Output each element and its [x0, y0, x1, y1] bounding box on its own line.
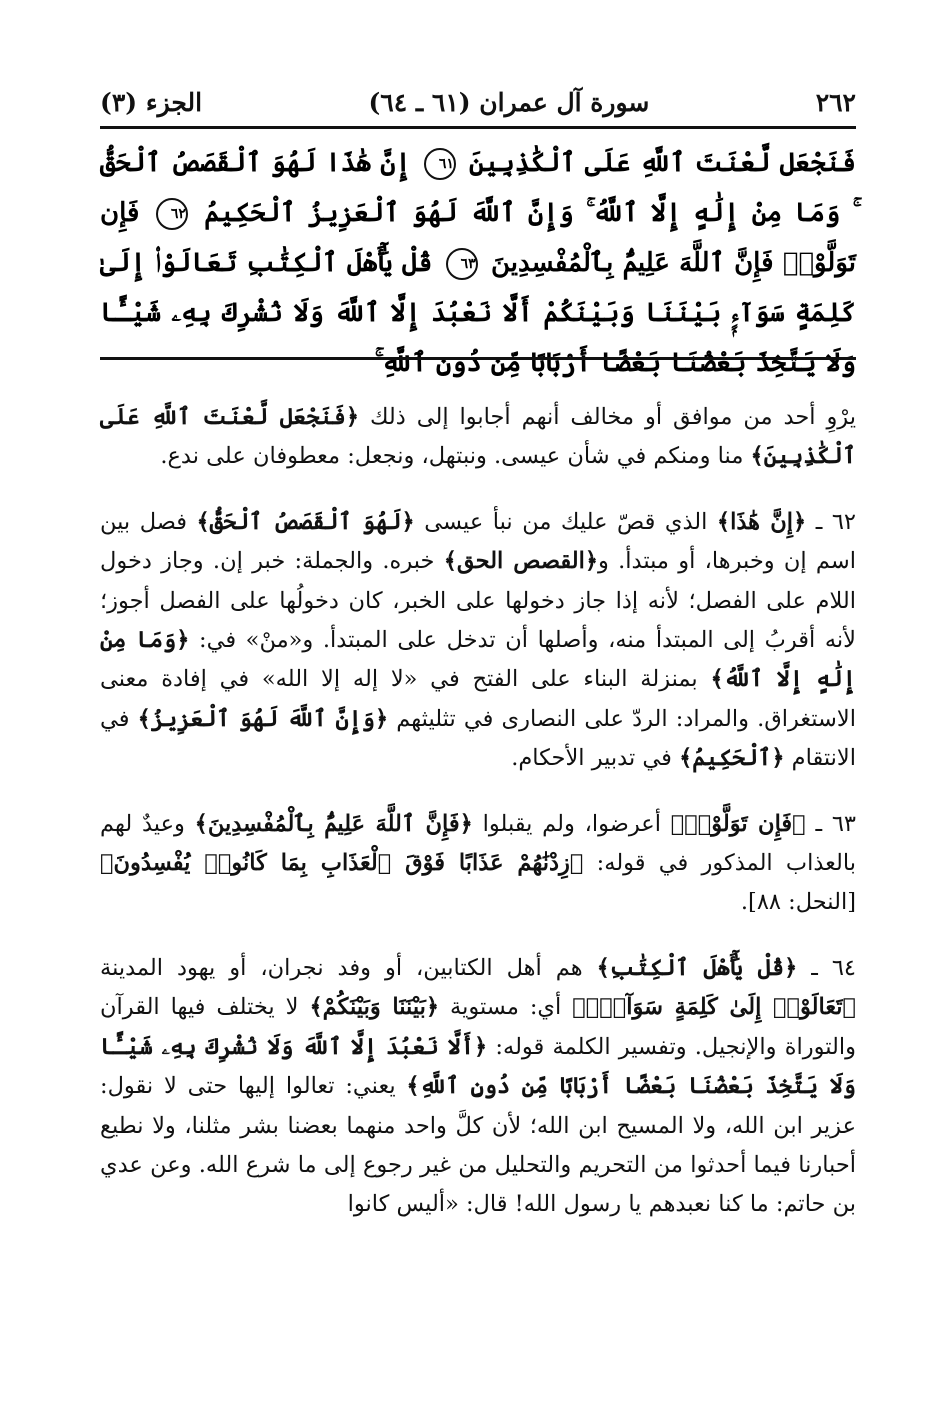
- verse-64-text: قُلْ يَٰٓأَهْلَ ٱلْكِتَٰبِ تَعَالَوْا۟ إِلَىٰ كَلِمَةٍ سَوَآءٍۭ بَيْنَنَا وَبَيْنَكُمْ أَلَّا نَعْبُدَ إِلَّا ٱللَّهَ وَلَا نُشْرِكَ بِهِۦ شَيْـًٔا وَلَا يَتَّخِذَ بَعْضُنَا بَعْضًا أَرْبَابًا مِّن دُونِ ٱللَّهِ ۚ: [100, 248, 856, 378]
- verses-divider: [100, 357, 856, 360]
- surah-title: سورة آل عمران (٦١ ـ ٦٤): [368, 87, 650, 117]
- quoted-verse: ﴿فَإِنَّ ٱللَّهَ عَلِيمٌۢ بِٱلْمُفْسِدِينَ﴾: [194, 810, 473, 837]
- commentary-text: أي: مستوية: [439, 994, 573, 1021]
- commentary-text: لا يختلف فيها القرآن والتوراة والإنجيل. وتفسير الكلمة قوله:: [100, 994, 857, 1060]
- quoted-verse: ﴿بَيْنَنَا وَبَيْنَكُمْ﴾: [309, 994, 440, 1021]
- commentary-text: أعرضوا، ولم يقبلوا: [472, 810, 671, 837]
- quoted-verse: ﴿وَإِنَّ ٱللَّهَ لَهُوَ ٱلْعَزِيزُ﴾: [137, 705, 389, 732]
- juz-label: الجزء (٣): [100, 87, 203, 117]
- commentary-text: الذي قصّ عليك من نبأ عيسى: [414, 508, 717, 535]
- quran-verses-block: [100, 138, 856, 378]
- quoted-verse: ﴿فَإِن تَوَلَّوْا۟﴾: [670, 810, 806, 837]
- commentary-text: في تدبير الأحكام.: [511, 745, 680, 772]
- quoted-verse: ﴿زِدْنَٰهُمْ عَذَابًا فَوْقَ ٱلْعَذَابِ بِمَا كَانُوا۟ يُفْسِدُونَ﴾: [100, 850, 584, 877]
- quoted-verse: ﴿القصص الحق﴾: [443, 548, 598, 575]
- quoted-verse: ﴿وَمَا مِنْ إِلَٰهٍ إِلَّا ٱللَّهُ﴾: [100, 627, 856, 693]
- commentary-text: ٦٣ ـ: [805, 810, 856, 837]
- commentary-paragraph: [100, 398, 856, 477]
- commentary-text: وعيدٌ لهم بالعذاب المذكور في قوله:: [100, 810, 856, 877]
- quoted-verse: ﴿إِنَّ هَٰذَا﴾: [716, 508, 807, 535]
- verse-62-text: إِنَّ هَٰذَا لَهُوَ ٱلْقَصَصُ ٱلْحَقُّ ۚ وَمَا مِنْ إِلَٰهٍ إِلَّا ٱللَّهُ ۚ وَإِنَّ ٱللَّهَ لَهُوَ ٱلْعَزِيزُ ٱلْحَكِيمُ: [100, 148, 853, 228]
- commentary-text: بمنزلة البناء على الفتح في «لا إله إلا الله» في إفادة معنى الاستغراق. والمراد: الردّ على النصارى في تثليثهم: [100, 666, 856, 732]
- commentary-paragraph: [100, 805, 856, 923]
- commentary-text: هم أهل الكتابين، أو وفد نجران، أو يهود المدينة: [100, 954, 597, 981]
- commentary-text: ٦٤ ـ: [797, 954, 857, 981]
- ayah-number-marker: ٦١: [424, 148, 456, 180]
- commentary-body: [100, 398, 856, 1225]
- page-header: [100, 80, 856, 124]
- verse-61-text: فَنَجْعَل لَّعْنَتَ ٱللَّهِ عَلَى ٱلْكَٰذِبِينَ: [469, 148, 856, 178]
- commentary-text: في الانتقام: [100, 705, 856, 772]
- commentary-paragraph: [100, 503, 856, 779]
- commentary-text: ٦٢ ـ: [806, 508, 857, 535]
- commentary-text: منا ومنكم في شأن عيسى. ونبتهل، ونجعل: معطوفان على ندع.: [160, 443, 751, 470]
- verse-63-text: فَإِن تَوَلَّوْا۟ فَإِنَّ ٱللَّهَ عَلِيمٌۢ بِٱلْمُفْسِدِينَ: [100, 198, 856, 278]
- quoted-verse: ﴿تَعَالَوْا۟ إِلَىٰ كَلِمَةٍ سَوَآءٍۭ﴾: [572, 994, 856, 1021]
- quoted-verse: ﴿لَهُوَ ٱلْقَصَصُ ٱلْحَقُّ﴾: [196, 508, 415, 535]
- ayah-number-marker: ٦٣: [446, 248, 478, 280]
- page-number: ٢٦٢: [815, 87, 856, 117]
- quoted-verse: ﴿فَنَجْعَل لَّعْنَتَ ٱللَّهِ عَلَى ٱلْكَٰذِبِينَ﴾: [100, 404, 856, 470]
- commentary-text: [النحل: ٨٨].: [740, 889, 856, 916]
- quoted-verse: ﴿قُلْ يَٰٓأَهْلَ ٱلْكِتَٰبِ﴾: [596, 954, 798, 981]
- commentary-paragraph: [100, 949, 856, 1225]
- header-divider: [100, 126, 856, 129]
- ayah-number-marker: ٦٢: [156, 198, 188, 230]
- commentary-text: خبره. والجملة: خبر إن. وجاز دخول اللام على الفصل؛ لأنه إذا جاز دخولها على الخبر، كان دخولُها على الفصل أجوز؛ لأنه أقربُ إلى المبتدأ منه، وأصلها أن تدخل على المبتدأ. و«منْ» في:: [100, 548, 857, 654]
- commentary-text: فصل بين اسم إن وخبرها، أو مبتدأ. و: [100, 508, 856, 575]
- quoted-verse: ﴿أَلَّا نَعْبُدَ إِلَّا ٱللَّهَ وَلَا نُشْرِكَ بِهِۦ شَيْـًٔا وَلَا يَتَّخِذَ بَعْضُنَا بَعْضًا أَرْبَابًا مِّن دُونِ ٱللَّهِ﴾: [100, 1033, 856, 1100]
- commentary-text: يرْوِ أحد من موافق أو مخالف أنهم أجابوا إلى ذلك: [359, 404, 856, 430]
- quoted-verse: ﴿ٱلْحَكِيمُ﴾: [679, 745, 785, 772]
- commentary-text: يعني: تعالوا إليها حتى لا نقول: عزير ابن الله، ولا المسيح ابن الله؛ لأن كلَّ واحد منهما بعضنا بشر مثلنا، ولا نطيع أحبارنا فيما أحدثوا من التحريم والتحليل من غير رجوع إلى ما شرع الله. وعن عدي بن حاتم: ما كنا نعبدهم يا رسول الله! قال: «أليس كانوا: [100, 1073, 856, 1218]
